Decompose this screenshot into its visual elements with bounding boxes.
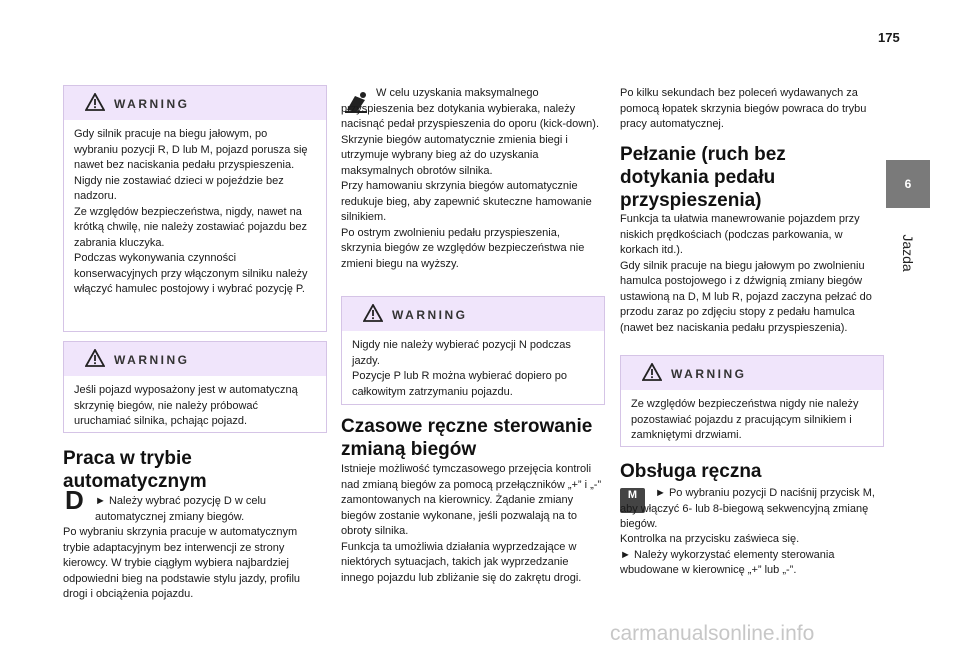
warning-text: Nigdy nie należy wybierać pozycji N podczas jazdy. Pozycje P lub R można wybierać dopiero po całkowitym zatrzymaniu pojazdu. [352,339,571,398]
warning-triangle-icon [85,93,105,111]
warning-box-1 [63,85,327,332]
warning-box-3 [341,296,605,405]
intro-text: Po kilku sekundach bez poleceń wydawanych za pomocą łopatek skrzynia biegów powraca do trybu pracy automatycznej. [620,87,867,130]
warning-text: Gdy silnik pracuje na biegu jałowym, po wybraniu pozycji R, D lub M, pojazd porusza się nawet bez naciskania pedału przyspieszenia. Nigdy nie zostawiać dzieci w pojeździe bez nadzoru. Ze względów bezpieczeństwa, nigdy, nawet na krótką chwilę, nie należy zostawiać pojazdu bez zabrania kluczyka. Podczas wykonywania czynności konserwacyjnych przy włączonym silniku należy włączyć hamulec postojowy i wybrać pozycję P. [74,128,308,295]
page-number: 175 [878,30,900,45]
section-heading-manual: Obsługa ręczna [620,461,762,482]
warning-header [64,342,326,376]
warning-box-4 [620,355,884,447]
manual-text-2: Kontrolka na przycisku zaświeca się. ► Należy wykorzystać elementy sterowania wbudowane w kierownicę „+” lub „-”. [620,533,835,576]
chapter-title [878,218,938,288]
warning-triangle-icon [642,363,662,381]
warning-header [64,86,326,120]
manual-text-1: ► Po wybraniu pozycji D naciśnij przycisk M, aby włączyć 6- lub 8-biegową sekwencyjną zmianę biegów. [620,487,875,530]
section-heading-manual-temp: Czasowe ręczne sterowanie zmianą biegów [341,416,593,460]
manual-mode-button-icon: M [620,488,645,513]
warning-triangle-icon [85,349,105,367]
warning-triangle-icon [363,304,383,322]
warning-label: WARNING [671,367,747,381]
section-text: Po wybraniu skrzynia pracuje w automatycznym trybie adaptacyjnym bez interwencji ze strony kierowcy. W trybie ciągłym wybiera najbardziej odpowiedni bieg na podstawie stylu jazdy, profilu drogi i obciążenia pojazdu. [63,526,301,600]
warning-header [342,297,604,331]
warning-text: Ze względów bezpieczeństwa nigdy nie należy pozostawiać pojazdu z pracującym silnikiem i zamkniętymi drzwiami. [631,398,859,441]
section-heading-creep: Pełzanie (ruch bez dotykania pedału przyspieszenia) [620,144,786,211]
warning-label: WARNING [114,97,190,111]
warning-text: Jeśli pojazd wyposażony jest w automatyczną skrzynię biegów, nie należy próbować uruchamiać silnika, pchając pojazd. [74,384,298,427]
warning-label: WARNING [392,308,468,322]
creep-text: Funkcja ta ułatwia manewrowanie pojazdem przy niskich prędkościach (podczas parkowania, w korkach itd.). Gdy silnik pracuje na biegu jałowym po zwolnieniu hamulca postojowego i z dźwignią zmiany biegów ustawioną na D, M lub R, pojazd zaczyna pełzać do przodu zaraz po zdjęciu stopy z pedału hamulca (nawet bez naciskania pedału przyspieszenia). [620,213,872,334]
chapter-tab: 6 [886,160,930,208]
section-text: Istnieje możliwość tymczasowego przejęcia kontroli nad zmianą biegów za pomocą przełączników „+” i „-” zamontowanych na kierownicy. Żądanie zmiany biegów zostanie wykonane, jeśli pozwalają na to obroty silnika. Funkcja ta umożliwia działania wyprzedzające w niektórych sytuacjach, takich jak wyprzedzanie innego pojazdu lub zbliżanie się do zakrętu drogi. [341,463,602,584]
warning-label: WARNING [114,353,190,367]
kickdown-text: W celu uzyskania maksymalnego przyspieszenia bez dotykania wybieraka, należy nacisnąć pedał przyspieszenia do oporu (kick-down). Skrzynie biegów automatycznie zmienia biegi i utrzymuje wybrany bieg aż do uzyskania maksymalnych obrotów silnika. Przy hamowaniu skrzynia biegów automatycznie redukuje bieg, aby zapewnić skuteczne hamowanie silnikiem. Po ostrym zwolnieniu pedału przyspieszenia, skrzynia biegów ze względów bezpieczeństwa nie zmieni biegu na wyższy. [341,87,600,270]
drive-mode-icon: D [65,485,84,515]
warning-box-2 [63,341,327,433]
watermark: carmanualsonline.info [610,622,815,645]
warning-header [621,356,883,390]
chapter-title-text: Jazda [900,234,916,272]
section-heading-automatic: Praca w trybie automatycznym [63,448,207,492]
section-intro: ► Należy wybrać pozycję D w celu automatycznej zmiany biegów. [95,495,267,523]
